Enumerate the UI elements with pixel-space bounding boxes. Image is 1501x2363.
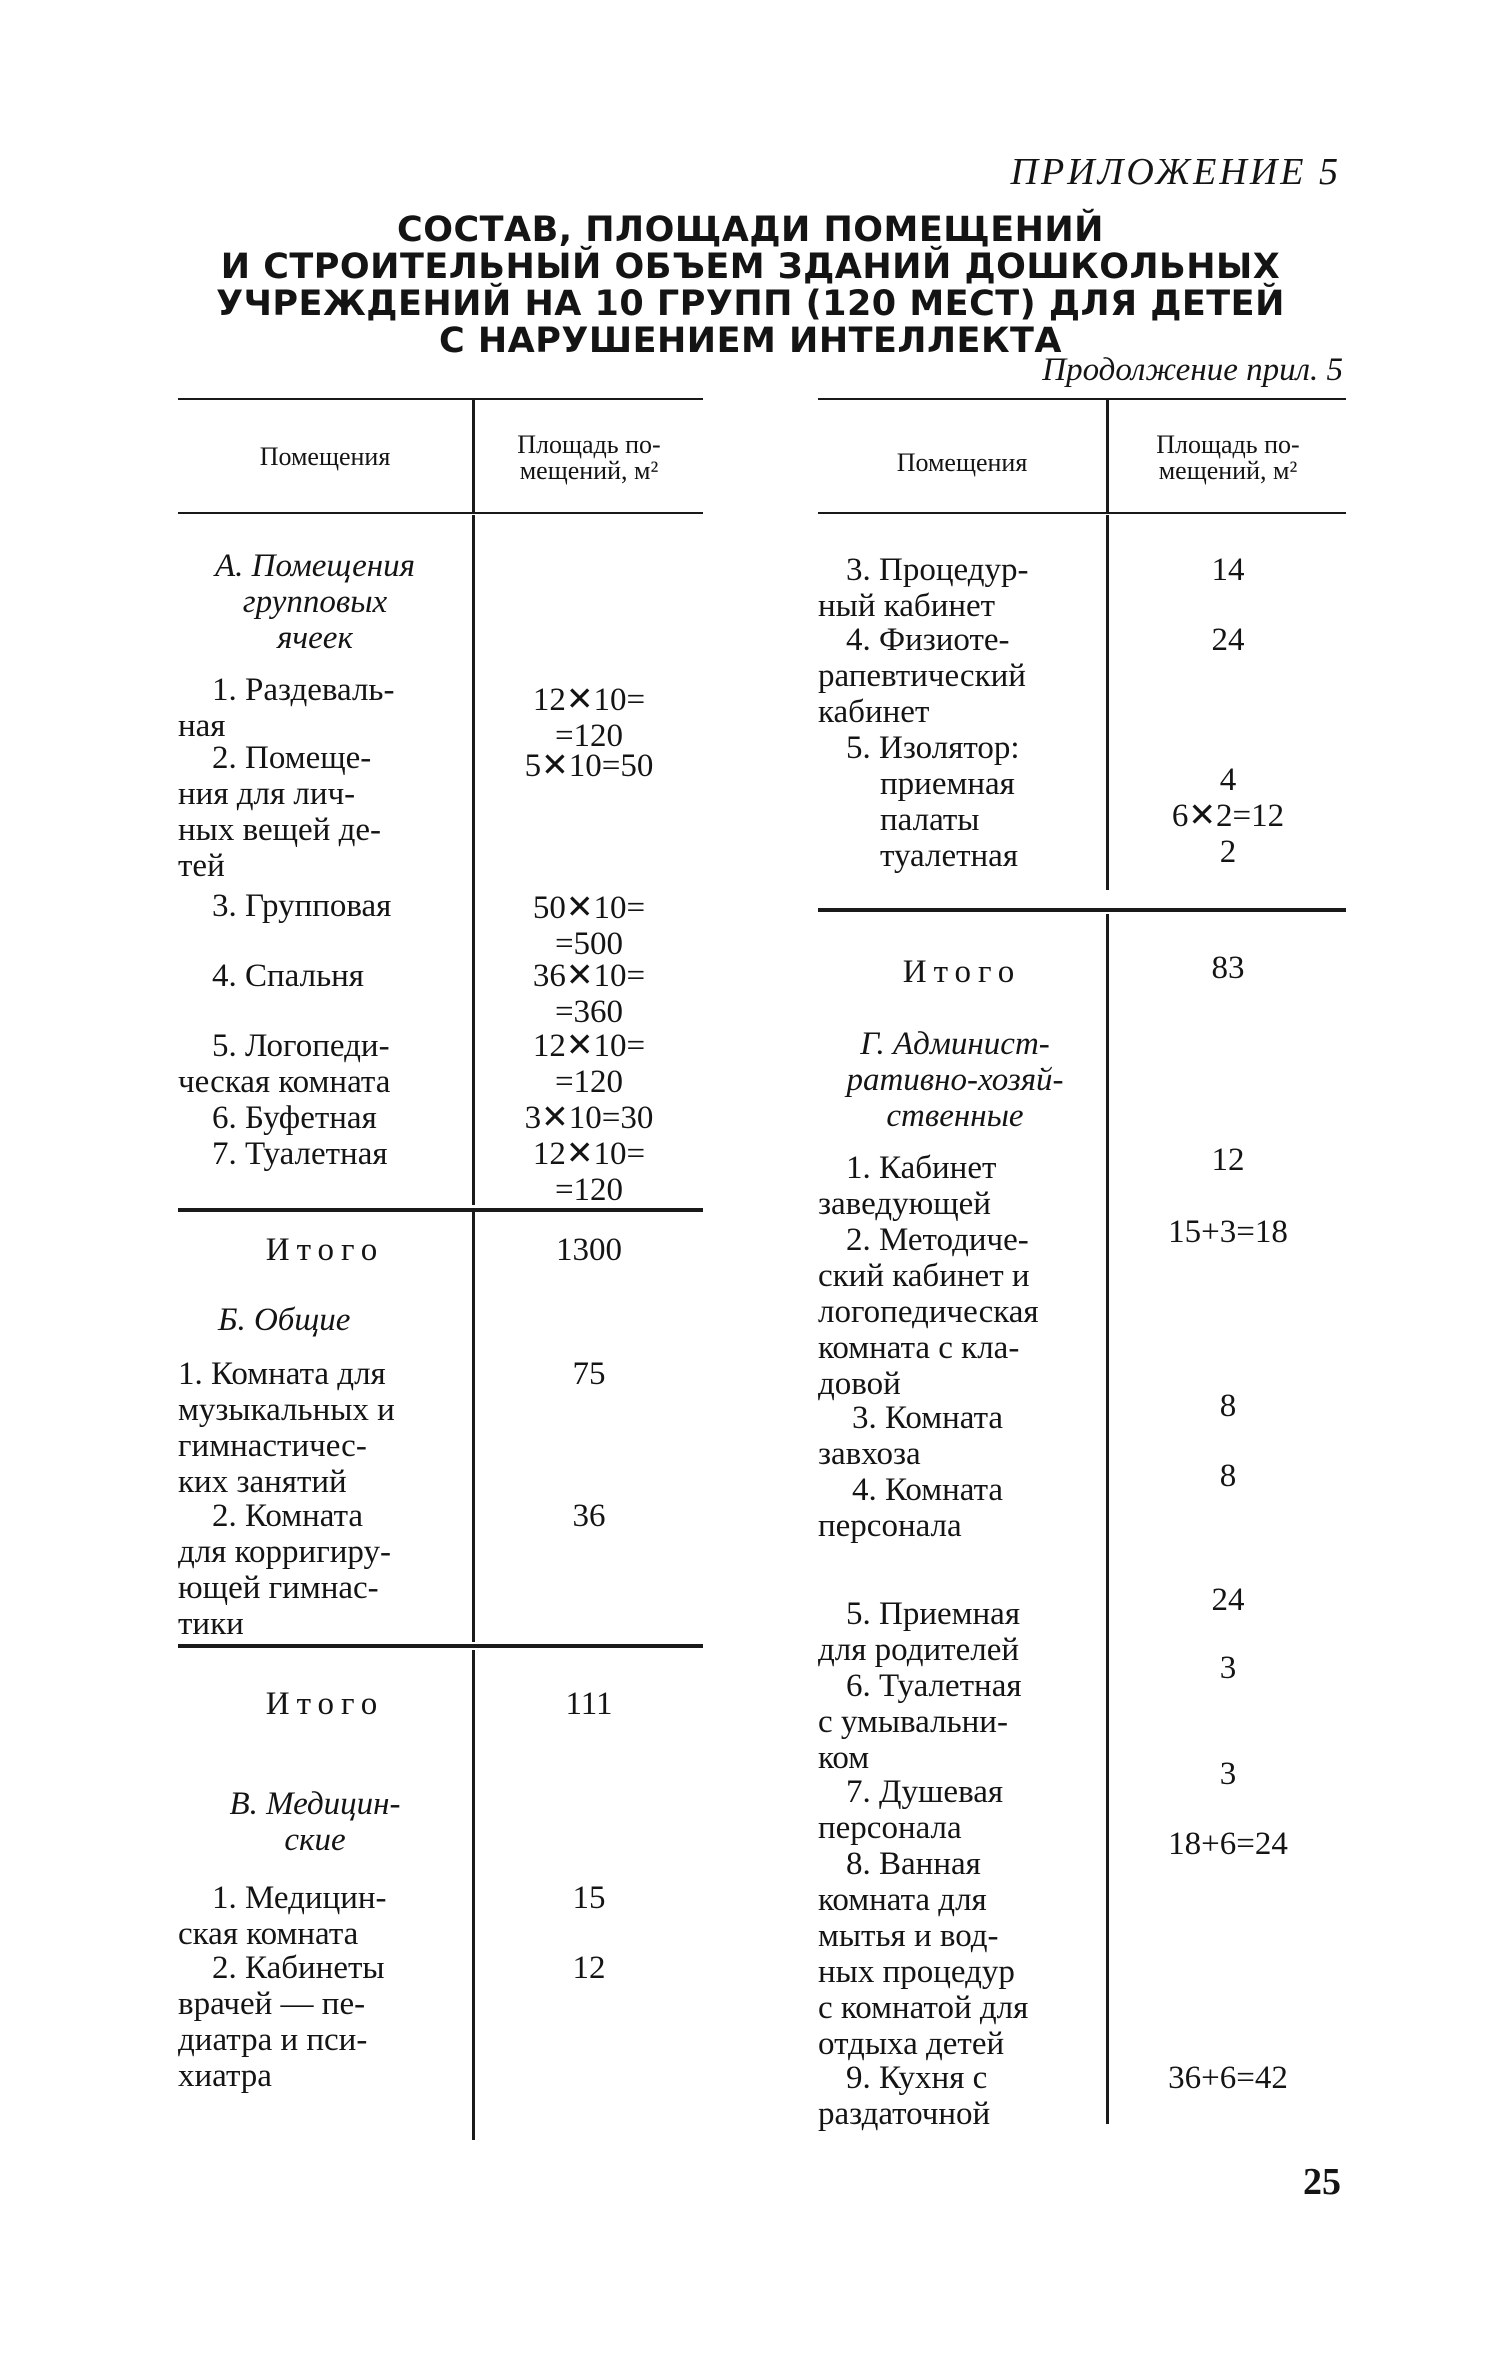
room-line: 2. Кабинеты: [212, 1950, 385, 1986]
room-line: тей: [178, 848, 225, 884]
room-g7: [818, 1774, 1003, 1846]
area-line: 12✕10=: [532, 682, 646, 718]
area-g1: 12: [1211, 1142, 1245, 1178]
area-line: 6✕2=12: [1171, 798, 1285, 834]
room-a5: [178, 1028, 390, 1100]
room-line: ных процедур: [818, 1954, 1015, 1990]
total-a-value: 1300: [556, 1232, 622, 1268]
room-line: ческая комната: [178, 1064, 391, 1100]
room-line: 1. Комната для: [178, 1356, 386, 1392]
room-a4: 4. Спальня: [212, 958, 364, 994]
room-line: 2. Методиче-: [846, 1222, 1029, 1258]
total-v-value: 83: [1211, 950, 1245, 986]
room-v5: 5. Изолятор:: [846, 730, 1020, 766]
room-line: хиатра: [178, 2058, 272, 2094]
area-v5-sub: [1110, 762, 1346, 870]
heading-line: ративно-хозяй-: [846, 1062, 1064, 1098]
room-line: завхоза: [818, 1436, 921, 1472]
section-g-heading: [810, 1026, 1100, 1134]
room-line: 3. Комната: [852, 1400, 1004, 1436]
area-line: =120: [554, 1064, 624, 1100]
title-line: С НАРУШЕНИЕМ ИНТЕЛЛЕКТА: [438, 321, 1063, 361]
right-header-divider: [1106, 400, 1109, 512]
page-number: 25: [1303, 2161, 1341, 2203]
room-line: 6. Туалетная: [846, 1668, 1022, 1704]
area-b1: 75: [572, 1356, 606, 1392]
room-line: 8. Ванная: [846, 1846, 981, 1882]
room-line: персонала: [818, 1810, 962, 1846]
room-line: отдыха детей: [818, 2026, 1005, 2062]
room-line: 4. Физиоте-: [846, 622, 1010, 658]
room-line: 5. Приемная: [846, 1596, 1021, 1632]
total-b-label: Итого: [265, 1686, 385, 1722]
header-area-line: мещений, м²: [519, 456, 659, 485]
room-line: 9. Кухня с: [846, 2060, 988, 2096]
room-line: комната с кла-: [818, 1330, 1020, 1366]
area-line: 12✕10=: [532, 1028, 646, 1064]
room-line: тики: [178, 1606, 244, 1642]
header-area-line: мещений, м²: [1158, 456, 1298, 485]
room-g1: [818, 1150, 996, 1222]
room-line: мытья и вод-: [818, 1918, 999, 1954]
room-line: рапевтический: [818, 658, 1026, 694]
room-line: 1. Кабинет: [846, 1150, 997, 1186]
room-line: логопедическая: [818, 1294, 1039, 1330]
room-line: комната для: [818, 1882, 987, 1918]
area-line: =120: [554, 1172, 624, 1208]
area-a4: [475, 958, 703, 1030]
room-line: 1. Раздеваль-: [212, 672, 395, 708]
room-line: ком: [818, 1740, 870, 1776]
area-a7: [475, 1136, 703, 1208]
room-a7: 7. Туалетная: [212, 1136, 388, 1172]
left-rule-total-b: [178, 1644, 703, 1648]
area-v4: 24: [1211, 622, 1245, 658]
area-a2: 5✕10=50: [524, 748, 654, 784]
right-header-bottom-rule: [818, 512, 1346, 514]
area-line: 4: [1219, 762, 1237, 798]
room-line: заведующей: [818, 1186, 991, 1222]
header-area-line: Площадь по-: [1156, 430, 1300, 459]
appendix-label: ПРИЛОЖЕНИЕ 5: [1010, 151, 1341, 193]
room-line: ния для лич-: [178, 776, 356, 812]
section-b-heading: Б. Общие: [218, 1302, 351, 1338]
room-g3: [818, 1400, 1003, 1472]
room-g4: [818, 1472, 1003, 1544]
right-column-divider-1: [1106, 515, 1109, 890]
room-g5: [818, 1596, 1020, 1668]
room-a2: [178, 740, 381, 884]
left-header-area: [475, 432, 703, 484]
heading-line: А. Помещения: [214, 548, 416, 584]
area-line: =360: [554, 994, 624, 1030]
room-line: с умывальни-: [818, 1704, 1008, 1740]
area-line: 50✕10=: [532, 890, 646, 926]
room-g6: [818, 1668, 1022, 1776]
room-line: 7. Душевая: [846, 1774, 1004, 1810]
area-a3: [475, 890, 703, 962]
room-b1: [178, 1356, 395, 1500]
room-a3: 3. Групповая: [212, 888, 392, 924]
area-line: 12✕10=: [532, 1136, 646, 1172]
room-line: довой: [818, 1366, 901, 1402]
room-line: врачей — пе-: [178, 1986, 366, 2022]
area-b2: 36: [572, 1498, 606, 1534]
room-line: ных вещей де-: [178, 812, 382, 848]
left-column-divider-2: [472, 1212, 475, 1642]
room-line: туалетная: [880, 838, 1019, 874]
heading-line: В. Медицин-: [229, 1786, 401, 1822]
room-line: ская комната: [178, 1916, 359, 1952]
area-a5: [475, 1028, 703, 1100]
area-g2: 15+3=18: [1168, 1214, 1288, 1250]
heading-line: ячеек: [277, 620, 353, 656]
room-v3: [818, 552, 1028, 624]
room-line: ная: [178, 708, 226, 744]
total-b-value: 111: [565, 1686, 613, 1722]
document-title: [0, 212, 1501, 360]
room-a6: 6. Буфетная: [212, 1100, 377, 1136]
left-header-bottom-rule: [178, 512, 703, 514]
title-line: УЧРЕЖДЕНИЙ НА 10 ГРУПП (120 МЕСТ) ДЛЯ ДЕТЕЙ: [216, 284, 1285, 324]
room-line: 2. Помеще-: [212, 740, 372, 776]
area-a6: 3✕10=30: [524, 1100, 654, 1136]
room-line: приемная: [880, 766, 1015, 802]
heading-line: Г. Админист-: [860, 1026, 1050, 1062]
area-v3: 14: [1211, 552, 1245, 588]
area-g7: 3: [1219, 1756, 1237, 1792]
room-line: ный кабинет: [818, 588, 996, 624]
room-line: кабинет: [818, 694, 930, 730]
heading-line: групповых: [242, 584, 388, 620]
right-table-top-rule: [818, 398, 1346, 400]
room-v5-sub: [880, 766, 1018, 874]
room-line: 1. Медицин-: [212, 1880, 387, 1916]
right-column-divider-2: [1106, 914, 1109, 2124]
room-line: раздаточной: [818, 2096, 991, 2132]
heading-line: ские: [284, 1822, 346, 1858]
heading-line: ственные: [886, 1098, 1024, 1134]
section-v-heading: [170, 1786, 460, 1858]
room-g2: [818, 1222, 1039, 1402]
room-line: ких занятий: [178, 1464, 347, 1500]
room-line: для корригиру-: [178, 1534, 391, 1570]
room-a1: [178, 672, 394, 744]
room-line: 4. Комната: [852, 1472, 1004, 1508]
area-line: =120: [554, 718, 624, 754]
room-line: ющей гимнас-: [178, 1570, 379, 1606]
area-v1: 15: [572, 1880, 606, 1916]
title-line: СОСТАВ, ПЛОЩАДИ ПОМЕЩЕНИЙ: [397, 210, 1104, 250]
room-line: 3. Процедур-: [846, 552, 1029, 588]
room-b2: [178, 1498, 391, 1642]
room-line: для родителей: [818, 1632, 1020, 1668]
room-v2: [178, 1950, 385, 2094]
room-v1: [178, 1880, 387, 1952]
area-line: 2: [1219, 834, 1237, 870]
left-table-top-rule: [178, 398, 703, 400]
continuation-label: Продолжение прил. 5: [1042, 352, 1343, 388]
area-line: =500: [554, 926, 624, 962]
right-rule-total-v: [818, 908, 1346, 912]
room-line: персонала: [818, 1508, 962, 1544]
room-line: диатра и пси-: [178, 2022, 368, 2058]
right-header-area: [1110, 432, 1346, 484]
room-v4: [818, 622, 1026, 730]
room-line: с комнатой для: [818, 1990, 1029, 2026]
room-line: 2. Комната: [212, 1498, 364, 1534]
area-line: 36✕10=: [532, 958, 646, 994]
area-g5: 24: [1211, 1582, 1245, 1618]
area-a1: [475, 682, 703, 754]
room-line: музыкальных и: [178, 1392, 395, 1428]
section-a-heading: [170, 548, 460, 656]
room-line: гимнастичес-: [178, 1428, 367, 1464]
area-g3: 8: [1219, 1388, 1237, 1424]
total-a-label: Итого: [265, 1232, 385, 1268]
room-g8: [818, 1846, 1028, 2062]
area-v2: 12: [572, 1950, 606, 1986]
area-g6: 3: [1219, 1650, 1237, 1686]
title-line: И СТРОИТЕЛЬНЫЙ ОБЪЕМ ЗДАНИЙ ДОШКОЛЬНЫХ: [220, 247, 1281, 287]
total-v-label: Итого: [902, 954, 1022, 990]
area-g8: 18+6=24: [1168, 1826, 1288, 1862]
header-area-line: Площадь по-: [517, 430, 661, 459]
left-header-room: Помещения: [259, 442, 391, 471]
right-header-room: Помещения: [896, 448, 1028, 477]
room-line: палаты: [880, 802, 980, 838]
area-g9: 36+6=42: [1168, 2060, 1288, 2096]
room-line: 5. Логопеди-: [212, 1028, 390, 1064]
room-line: ский кабинет и: [818, 1258, 1030, 1294]
area-g4: 8: [1219, 1458, 1237, 1494]
left-rule-total-a: [178, 1208, 703, 1212]
room-g9: [818, 2060, 990, 2132]
